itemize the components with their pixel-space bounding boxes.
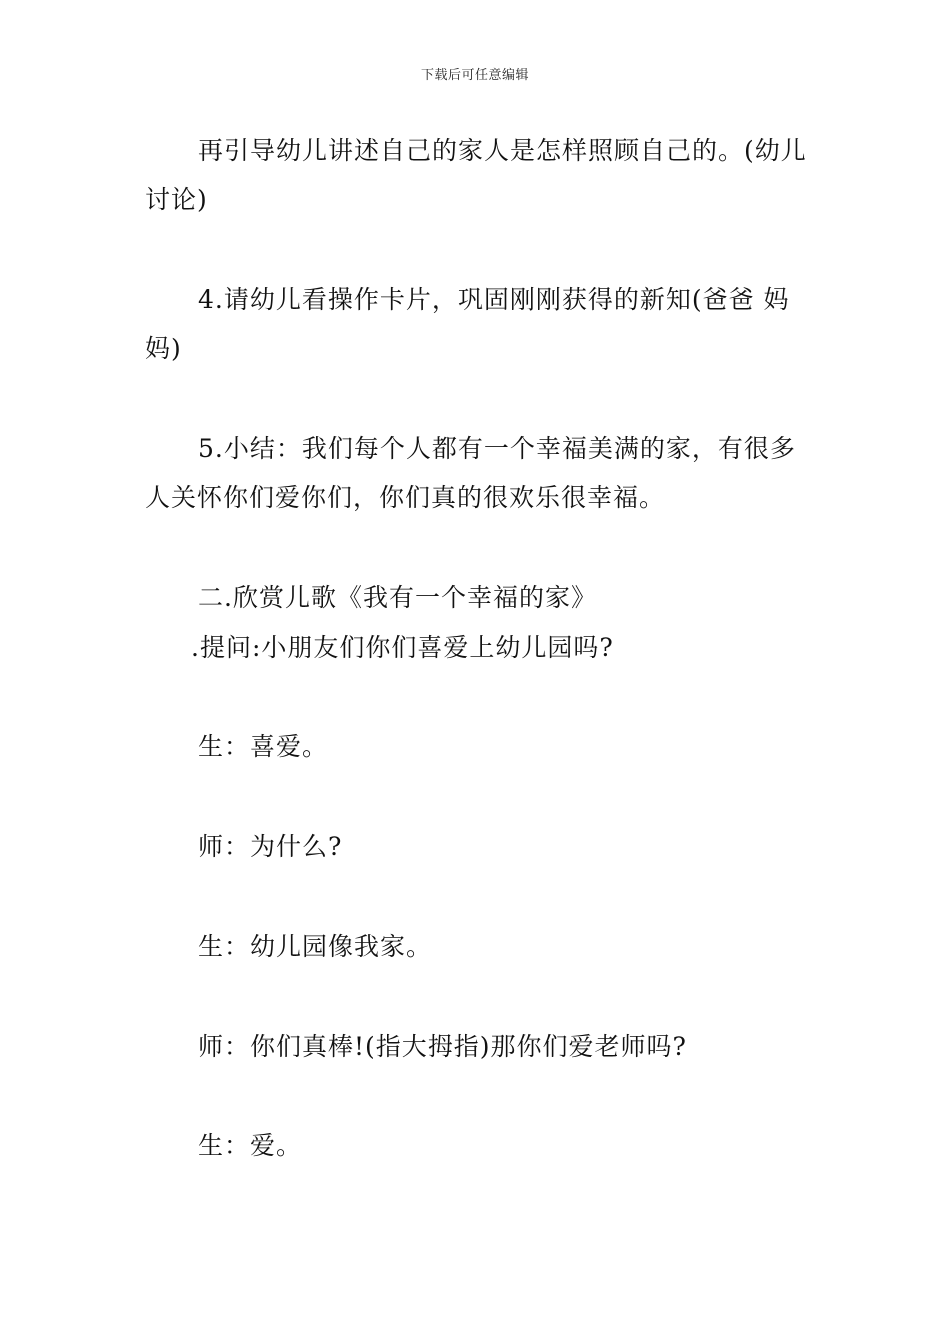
dialogue-line-5 [145,1121,810,1170]
paragraph-line: 生：爱。 [198,1131,303,1160]
paragraph-line: 5.小结：我们每个人都有一个幸福美满的家，有很多 [198,434,796,463]
paragraph-1 [145,126,810,224]
paragraph-line: 二.欣赏儿歌《我有一个幸福的家》 [198,583,597,612]
question-line [145,623,810,672]
section-heading [145,573,810,622]
dialogue-line-2 [145,822,810,871]
paragraph-line: 讨论) [145,185,208,214]
paragraph-2 [145,275,810,373]
paragraph-line: 师：你们真棒!(指大拇指)那你们爱老师吗? [198,1032,687,1061]
paragraph-line: 师：为什么? [198,832,343,861]
paragraph-line: 4.请幼儿看操作卡片，巩固刚刚获得的新知(爸爸 妈 [198,285,790,314]
paragraph-line: 再引导幼儿讲述自己的家人是怎样照顾自己的。(幼儿 [198,136,807,165]
paragraph-3 [145,424,810,522]
paragraph-line: 人关怀你们爱你们，你们真的很欢乐很幸福。 [145,483,666,512]
paragraph-line: 生：喜爱。 [198,732,329,761]
paragraph-line: 生：幼儿园像我家。 [198,932,433,961]
dialogue-line-4 [145,1022,810,1071]
dialogue-line-3 [145,922,810,971]
paragraph-line: .提问:小朋友们你们喜爱上幼儿园吗? [191,633,614,662]
paragraph-line: 妈) [145,334,182,363]
dialogue-line-1 [145,722,810,771]
page-header: 下载后可任意编辑 [420,68,529,83]
